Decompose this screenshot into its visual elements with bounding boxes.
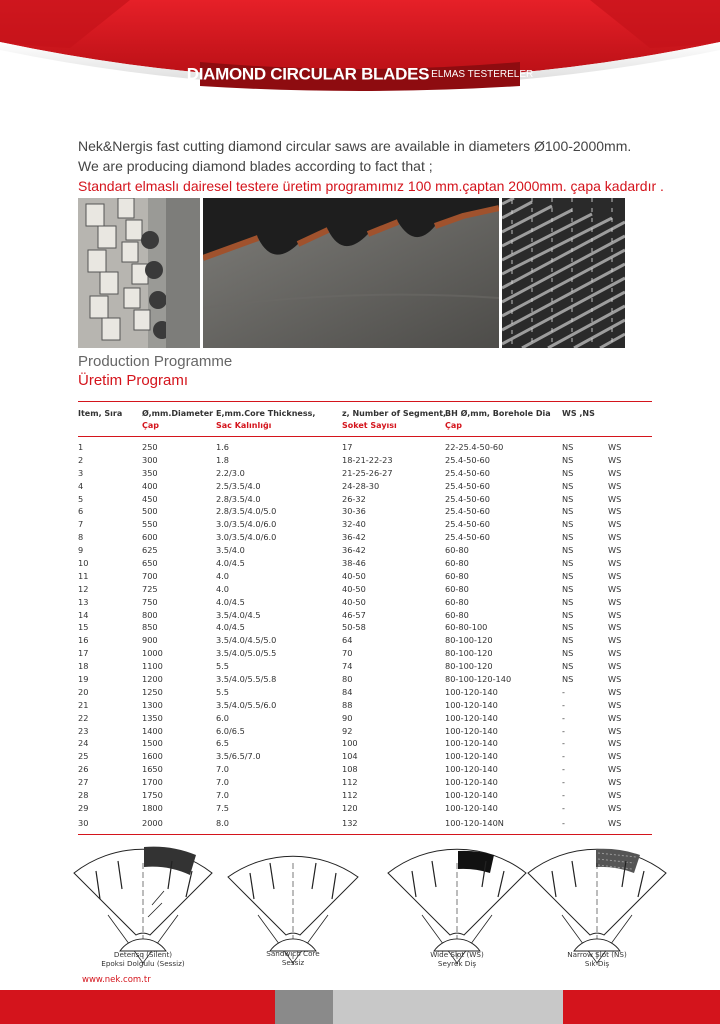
segment-texture-photo	[502, 198, 625, 348]
table-cell: 25.4-50-60	[445, 454, 490, 465]
intro-text	[78, 136, 698, 196]
table-cell: 4.0	[216, 583, 230, 594]
table-cell: 4	[78, 480, 84, 491]
table-cell: 3.0/3.5/4.0/6.0	[216, 532, 277, 543]
header-cell-tr: Sac Kalınlığı	[216, 421, 272, 430]
table-cell: 9	[78, 545, 84, 556]
table-cell: 3.5/4.0/5.0/5.5	[216, 648, 277, 659]
table-cell: 1400	[142, 725, 163, 736]
table-cell: 3.5/4.0/5.5/5.8	[216, 674, 277, 685]
table-cell: WS	[608, 596, 622, 607]
table-cell: WS	[608, 467, 622, 478]
table-cell: 100-120-140N	[445, 817, 504, 828]
table-cell: 25.4-50-60	[445, 532, 490, 543]
diagram-wide-slot	[382, 843, 532, 973]
table-cell: -	[562, 802, 565, 813]
diagram-detenso	[68, 843, 218, 973]
segment-closeup-photo	[78, 198, 200, 348]
diagram-caption: Detenso (Silent) Epoksi Dolgulu (Sessiz)	[101, 950, 185, 968]
table-cell: 92	[342, 725, 353, 736]
table-cell: 22-25.4-50-60	[445, 442, 504, 452]
table-cell: 80-100-120	[445, 661, 493, 672]
table-cell: 23	[78, 725, 89, 736]
table-cell: WS	[608, 648, 622, 659]
table-cell: 4.0/4.5	[216, 558, 245, 569]
table-cell: NS	[562, 674, 574, 685]
header-banner	[0, 0, 720, 110]
table-row	[78, 686, 652, 699]
table-cell: 25.4-50-60	[445, 519, 490, 530]
header-cell: z, Number of Segment,	[342, 409, 447, 418]
table-row	[78, 441, 652, 454]
table-cell: 1.6	[216, 442, 230, 452]
table-cell: -	[562, 764, 565, 775]
table-cell: 80-100-120-140	[445, 674, 512, 685]
table-cell: 64	[342, 635, 353, 646]
table-cell: 7.5	[216, 802, 230, 813]
table-cell: 300	[142, 454, 158, 465]
table-cell: 28	[78, 790, 89, 801]
table-cell: 60-80	[445, 558, 469, 569]
table-cell: 60-80	[445, 570, 469, 581]
table-cell: 3.0/3.5/4.0/6.0	[216, 519, 277, 530]
table-cell: 3	[78, 467, 84, 478]
table-row	[78, 505, 652, 518]
table-cell: WS	[608, 545, 622, 556]
table-cell: WS	[608, 738, 622, 749]
table-cell: 625	[142, 545, 158, 556]
table-cell: WS	[608, 777, 622, 788]
table-cell: 7.0	[216, 790, 230, 801]
table-cell: WS	[608, 802, 622, 813]
table-cell: 250	[142, 442, 158, 452]
table-cell: 100-120-140	[445, 777, 498, 788]
table-cell: 32-40	[342, 519, 366, 530]
table-cell: 18	[78, 661, 89, 672]
table-cell: NS	[562, 661, 574, 672]
table-row	[78, 725, 652, 738]
table-cell: 900	[142, 635, 158, 646]
table-cell: 2	[78, 454, 84, 465]
table-cell: 1700	[142, 777, 163, 788]
table-cell: 15	[78, 622, 89, 633]
table-cell: 104	[342, 751, 358, 762]
table-cell: 500	[142, 506, 158, 517]
table-row	[78, 557, 652, 570]
table-cell: 12	[78, 583, 89, 594]
table-row	[78, 789, 652, 802]
table-cell: 2000	[142, 817, 163, 828]
table-row	[78, 660, 652, 673]
table-cell: 8.0	[216, 817, 230, 828]
table-cell: 100-120-140	[445, 764, 498, 775]
table-cell: NS	[562, 609, 574, 620]
table-cell: 24	[78, 738, 89, 749]
table-cell: 100-120-140	[445, 686, 498, 697]
table-cell: 1250	[142, 686, 163, 697]
table-cell: 5.5	[216, 661, 230, 672]
table-cell: 1300	[142, 699, 163, 710]
table-cell: -	[562, 712, 565, 723]
table-cell: 100-120-140	[445, 725, 498, 736]
table-cell: 46-57	[342, 609, 366, 620]
header-cell: Ø,mm.Diameter	[142, 409, 214, 418]
table-row	[78, 583, 652, 596]
table-cell: NS	[562, 454, 574, 465]
table-cell: 120	[342, 802, 358, 813]
table-cell: 2.2/3.0	[216, 467, 245, 478]
table-cell: WS	[608, 790, 622, 801]
table-cell: 22	[78, 712, 89, 723]
table-row	[78, 634, 652, 647]
table-cell: 50-58	[342, 622, 366, 633]
footer-light-block	[333, 990, 563, 1024]
table-row	[78, 493, 652, 506]
table-cell: 700	[142, 570, 158, 581]
table-cell: NS	[562, 532, 574, 543]
table-cell: WS	[608, 674, 622, 685]
table-row	[78, 647, 652, 660]
table-cell: 70	[342, 648, 353, 659]
table-cell: 6.5	[216, 738, 230, 749]
table-cell: 1100	[142, 661, 163, 672]
intro-line-1: Nek&Nergis fast cutting diamond circular saws are available in diameters Ø100-2000mm.	[78, 138, 632, 154]
table-cell: 7.0	[216, 764, 230, 775]
table-cell: WS	[608, 454, 622, 465]
table-cell: WS	[608, 493, 622, 504]
table-cell: WS	[608, 532, 622, 543]
table-cell: 7.0	[216, 777, 230, 788]
table-cell: 112	[342, 790, 358, 801]
table-row	[78, 750, 652, 763]
table-cell: -	[562, 725, 565, 736]
table-cell: 36-42	[342, 545, 366, 556]
table-cell: WS	[608, 480, 622, 491]
section-title-en: Production Programme	[78, 353, 233, 370]
intro-line-2: We are producing diamond blades according to fact that ;	[78, 158, 433, 174]
table-row	[78, 763, 652, 776]
header-cell-tr: Soket Sayısı	[342, 421, 397, 430]
table-cell: 90	[342, 712, 353, 723]
table-cell: 1600	[142, 751, 163, 762]
diagram-sandwich-core	[218, 843, 368, 973]
table-cell: 4.0/4.5	[216, 596, 245, 607]
table-cell: 350	[142, 467, 158, 478]
arrow-right-icon	[0, 64, 16, 76]
section-title-tr: Üretim Programı	[78, 372, 189, 389]
table-cell: 29	[78, 802, 89, 813]
table-cell: WS	[608, 583, 622, 594]
table-cell: 27	[78, 777, 89, 788]
table-cell: 21-25-26-27	[342, 467, 393, 478]
table-cell: NS	[562, 545, 574, 556]
table-top-divider	[78, 401, 652, 402]
table-cell: 2.8/3.5/4.0	[216, 493, 261, 504]
table-row	[78, 802, 652, 815]
table-row	[78, 817, 652, 830]
table-cell: 1500	[142, 738, 163, 749]
production-table	[78, 409, 652, 830]
table-cell: 3.5/4.0/4.5	[216, 609, 261, 620]
table-cell: 112	[342, 777, 358, 788]
table-cell: 30	[78, 817, 89, 828]
table-cell: 25.4-50-60	[445, 506, 490, 517]
table-cell: 450	[142, 493, 158, 504]
table-cell: WS	[608, 506, 622, 517]
table-cell: 38-46	[342, 558, 366, 569]
table-cell: WS	[608, 699, 622, 710]
table-cell: 3.5/4.0/4.5/5.0	[216, 635, 277, 646]
table-row	[78, 776, 652, 789]
table-row	[78, 609, 652, 622]
table-row	[78, 454, 652, 467]
table-cell: 100	[342, 738, 358, 749]
table-cell: WS	[608, 622, 622, 633]
header-cell: E,mm.Core Thickness,	[216, 409, 316, 418]
table-row	[78, 712, 652, 725]
intro-line-3: Standart elmaslı dairesel testere üretim programımız 100 mm.çaptan 2000mm. çapa kadardır .	[78, 178, 664, 194]
diagram-caption: Wide Slot (WS) Seyrek Diş	[430, 950, 484, 968]
table-cell: NS	[562, 467, 574, 478]
table-cell: 8	[78, 532, 84, 543]
table-cell: WS	[608, 558, 622, 569]
page-header	[0, 0, 720, 110]
table-cell: 3.5/4.0/5.5/6.0	[216, 699, 277, 710]
table-cell: 21	[78, 699, 89, 710]
table-cell: NS	[562, 622, 574, 633]
table-cell: 100-120-140	[445, 712, 498, 723]
page-subtitle: ELMAS TESTERELER	[431, 69, 534, 80]
diagram-caption: Narrow Slot (NS) Sık Diş	[567, 950, 627, 968]
table-cell: 36-42	[342, 532, 366, 543]
table-cell: 2.5/3.5/4.0	[216, 480, 261, 491]
table-cell: WS	[608, 686, 622, 697]
table-cell: 750	[142, 596, 158, 607]
table-cell: -	[562, 777, 565, 788]
table-cell: NS	[562, 506, 574, 517]
footer-grey-block	[275, 990, 333, 1024]
table-cell: NS	[562, 558, 574, 569]
header-cell: WS ,NS	[562, 409, 595, 418]
table-cell: -	[562, 817, 565, 828]
table-cell: 6.0/6.5	[216, 725, 245, 736]
table-cell: WS	[608, 442, 622, 452]
table-cell: 5	[78, 493, 84, 504]
table-cell: NS	[562, 648, 574, 659]
table-cell: 1200	[142, 674, 163, 685]
table-cell: NS	[562, 519, 574, 530]
table-cell: 84	[342, 686, 353, 697]
table-cell: 80-100-120	[445, 648, 493, 659]
table-cell: 74	[342, 661, 353, 672]
header-cell: BH Ø,mm, Borehole Dia	[445, 409, 551, 418]
table-cell: 18-21-22-23	[342, 454, 393, 465]
table-row	[78, 518, 652, 531]
table-row	[78, 699, 652, 712]
table-cell: 13	[78, 596, 89, 607]
table-cell: 850	[142, 622, 158, 633]
table-cell: 10	[78, 558, 89, 569]
table-row	[78, 531, 652, 544]
table-cell: 17	[342, 442, 353, 452]
table-cell: 132	[342, 817, 358, 828]
table-cell: 100-120-140	[445, 790, 498, 801]
blade-teeth-photo	[203, 198, 499, 348]
table-row	[78, 673, 652, 686]
table-cell: 3.5/4.0	[216, 545, 245, 556]
table-cell: 3.5/6.5/7.0	[216, 751, 261, 762]
footer-red-block-right	[563, 990, 720, 1024]
table-cell: 80	[342, 674, 353, 685]
table-cell: 16	[78, 635, 89, 646]
table-cell: 1800	[142, 802, 163, 813]
table-cell: 5.5	[216, 686, 230, 697]
table-cell: 25.4-50-60	[445, 493, 490, 504]
table-cell: 7	[78, 519, 84, 530]
table-bottom-divider	[78, 834, 652, 835]
table-cell: WS	[608, 751, 622, 762]
table-cell: 60-80	[445, 545, 469, 556]
table-cell: 400	[142, 480, 158, 491]
table-cell: NS	[562, 583, 574, 594]
table-cell: WS	[608, 519, 622, 530]
table-cell: 17	[78, 648, 89, 659]
table-cell: 20	[78, 686, 89, 697]
table-cell: NS	[562, 480, 574, 491]
table-cell: 100-120-140	[445, 802, 498, 813]
table-cell: 6.0	[216, 712, 230, 723]
table-cell: 25	[78, 751, 89, 762]
table-row	[78, 467, 652, 480]
table-cell: 6	[78, 506, 84, 517]
table-row	[78, 596, 652, 609]
table-cell: 60-80	[445, 609, 469, 620]
table-cell: 26	[78, 764, 89, 775]
website-link[interactable]: www.nek.com.tr	[82, 975, 151, 985]
table-cell: 108	[342, 764, 358, 775]
footer-red-block	[0, 990, 275, 1024]
table-cell: 19	[78, 674, 89, 685]
table-cell: WS	[608, 817, 622, 828]
footer-band	[0, 990, 720, 1024]
table-cell: 1.8	[216, 454, 230, 465]
table-cell: -	[562, 790, 565, 801]
table-cell: WS	[608, 570, 622, 581]
table-cell: WS	[608, 609, 622, 620]
table-row	[78, 737, 652, 750]
table-cell: 1350	[142, 712, 163, 723]
table-cell: 30-36	[342, 506, 366, 517]
table-cell: -	[562, 738, 565, 749]
table-cell: 11	[78, 570, 89, 581]
table-cell: 40-50	[342, 596, 366, 607]
table-cell: 1000	[142, 648, 163, 659]
table-row	[78, 544, 652, 557]
table-cell: 1	[78, 442, 84, 452]
table-cell: 25.4-50-60	[445, 467, 490, 478]
table-cell: 60-80-100	[445, 622, 488, 633]
table-cell: WS	[608, 712, 622, 723]
table-cell: 88	[342, 699, 353, 710]
header-cell: Item, Sıra	[78, 409, 123, 418]
table-cell: NS	[562, 596, 574, 607]
table-row	[78, 570, 652, 583]
table-cell: 1750	[142, 790, 163, 801]
table-header-row-tr	[78, 421, 652, 433]
table-cell: 60-80	[445, 596, 469, 607]
table-cell: 100-120-140	[445, 751, 498, 762]
table-cell: -	[562, 699, 565, 710]
table-cell: 100-120-140	[445, 699, 498, 710]
table-cell: 550	[142, 519, 158, 530]
table-cell: NS	[562, 442, 574, 452]
table-cell: 25.4-50-60	[445, 480, 490, 491]
table-cell: 650	[142, 558, 158, 569]
table-cell: -	[562, 751, 565, 762]
table-cell: 60-80	[445, 583, 469, 594]
table-cell: NS	[562, 570, 574, 581]
table-row	[78, 621, 652, 634]
table-cell: NS	[562, 493, 574, 504]
table-cell: 2.8/3.5/4.0/5.0	[216, 506, 277, 517]
table-row	[78, 480, 652, 493]
table-cell: -	[562, 686, 565, 697]
page-title: DIAMOND CIRCULAR BLADES	[186, 64, 430, 84]
production-programme-heading	[78, 352, 232, 390]
table-cell: 800	[142, 609, 158, 620]
table-cell: 26-32	[342, 493, 366, 504]
table-cell: WS	[608, 725, 622, 736]
table-cell: 4.0	[216, 570, 230, 581]
table-cell: 14	[78, 609, 89, 620]
table-cell: 40-50	[342, 583, 366, 594]
table-cell: 100-120-140	[445, 738, 498, 749]
table-cell: 725	[142, 583, 158, 594]
table-cell: 80-100-120	[445, 635, 493, 646]
header-cell-tr: Çap	[142, 421, 159, 430]
diagram-caption: Sandwich Core Sessiz	[266, 949, 320, 967]
table-cell: WS	[608, 635, 622, 646]
table-cell: WS	[608, 764, 622, 775]
diagram-narrow-slot	[522, 843, 672, 973]
table-header-row-en	[78, 409, 652, 421]
table-cell: NS	[562, 635, 574, 646]
table-cell: 1650	[142, 764, 163, 775]
table-cell: 40-50	[342, 570, 366, 581]
table-cell: 600	[142, 532, 158, 543]
table-cell: 24-28-30	[342, 480, 380, 491]
table-body	[78, 441, 652, 830]
table-cell: 4.0/4.5	[216, 622, 245, 633]
table-cell: WS	[608, 661, 622, 672]
header-cell-tr: Çap	[445, 421, 462, 430]
